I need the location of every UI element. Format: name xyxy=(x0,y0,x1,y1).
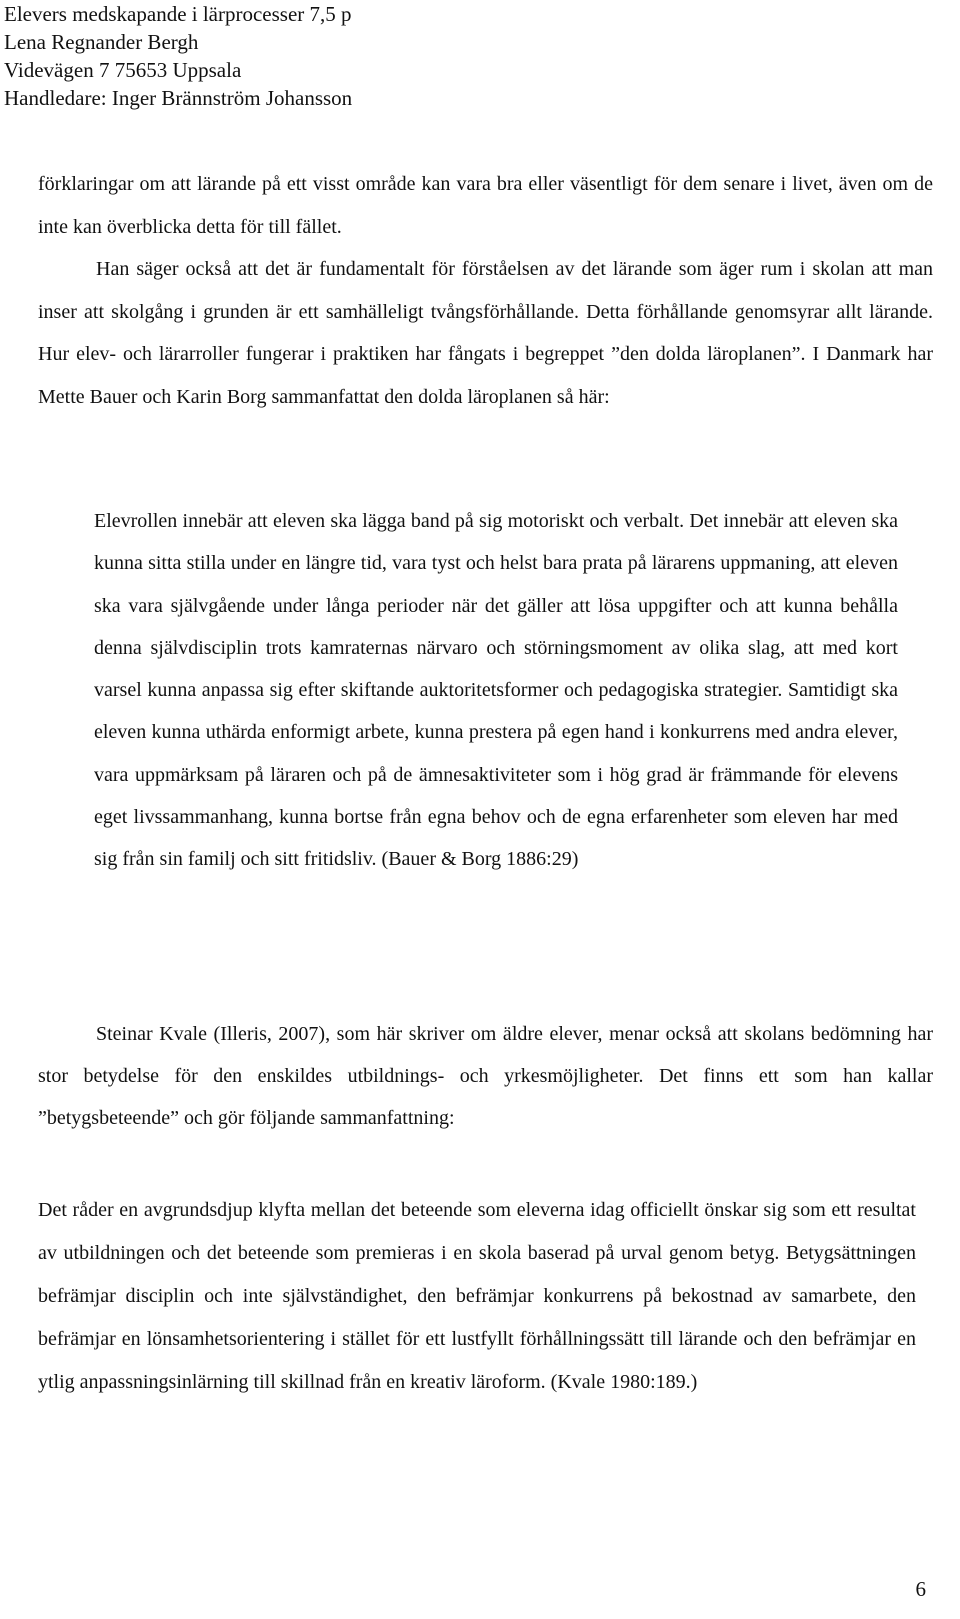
paragraph-continuation: förklaringar om att lärande på ett visst område kan vara bra eller väsentligt för dem senare i livet, även om de inte kan överblicka detta för till fället. xyxy=(38,173,933,238)
page-number: 6 xyxy=(915,1577,926,1601)
author-address: Videvägen 7 75653 Uppsala xyxy=(4,58,242,82)
author-name: Lena Regnander Bergh xyxy=(4,30,199,54)
page-header xyxy=(4,0,352,112)
course-title: Elevers medskapande i lärprocesser 7,5 p xyxy=(4,2,352,26)
block-quote-kvale: Det råder en avgrundsdjup klyfta mellan det beteende som eleverna idag officiellt önskar sig som ett resultat av utbildningen och det beteende som premieras i en skola baserad på urval genom betyg. Betygsättningen befrämjar disciplin och inte självständighet, den befrämjar konkurrens på bekostnad av samarbete, den befrämjar en lönsamhetsorientering i stället för ett lustfyllt förhållningssätt till lärande och den befrämjar en ytlig anpassningsinlärning till skillnad från en kreativ läroform. (Kvale 1980:189.) xyxy=(38,1199,916,1393)
supervisor-line: Handledare: Inger Brännström Johansson xyxy=(4,86,353,110)
block-quote-bauer-borg: Elevrollen innebär att eleven ska lägga band på sig motoriskt och verbalt. Det innebär att eleven ska kunna sitta stilla under en längre tid, vara tyst och helst bara prata på lärarens uppmaning, att eleven ska vara självgående under långa perioder när det gäller att lösa uppgifter och att kunna behålla denna självdisciplin trots kamraternas närvaro och störningsmoment av olika slag, att med kort varsel kunna anpassa sig efter skiftande auktoritetsformer och pedagogiska strategier. Samtidigt ska eleven kunna uthärda enformigt arbete, kunna prestera på egen hand i konkurrens med andra elever, vara uppmärksam på läraren och på de ämnesaktiviteter som i hög grad är främmande för elevens eget livssammanhang, kunna bortse från egna behov och de egna erfarenheter som eleven har med sig från sin familj och sitt fritidsliv. (Bauer & Borg 1886:29) xyxy=(94,510,898,871)
paragraph-kvale: Steinar Kvale (Illeris, 2007), som här skriver om äldre elever, menar också att skolans bedömning har stor betydelse för den enskildes utbildnings- och yrkesmöjligheter. Det finns ett som han kallar ”betygsbeteende” och gör följande sammanfattning: xyxy=(38,1023,933,1129)
body-section-intro xyxy=(38,163,933,418)
paragraph-hidden-curriculum: Han säger också att det är fundamentalt för förståelsen av det lärande som äger rum i skolan att man inser att skolgång i grunden är ett samhälleligt tvångsförhållande. Detta förhållande genomsyrar allt lärande. Hur elev- och lärarroller fungerar i praktiken har fångats i begreppet ”den dolda läroplanen”. I Danmark har Mette Bauer och Karin Borg sammanfattat den dolda läroplanen så här: xyxy=(38,258,933,408)
